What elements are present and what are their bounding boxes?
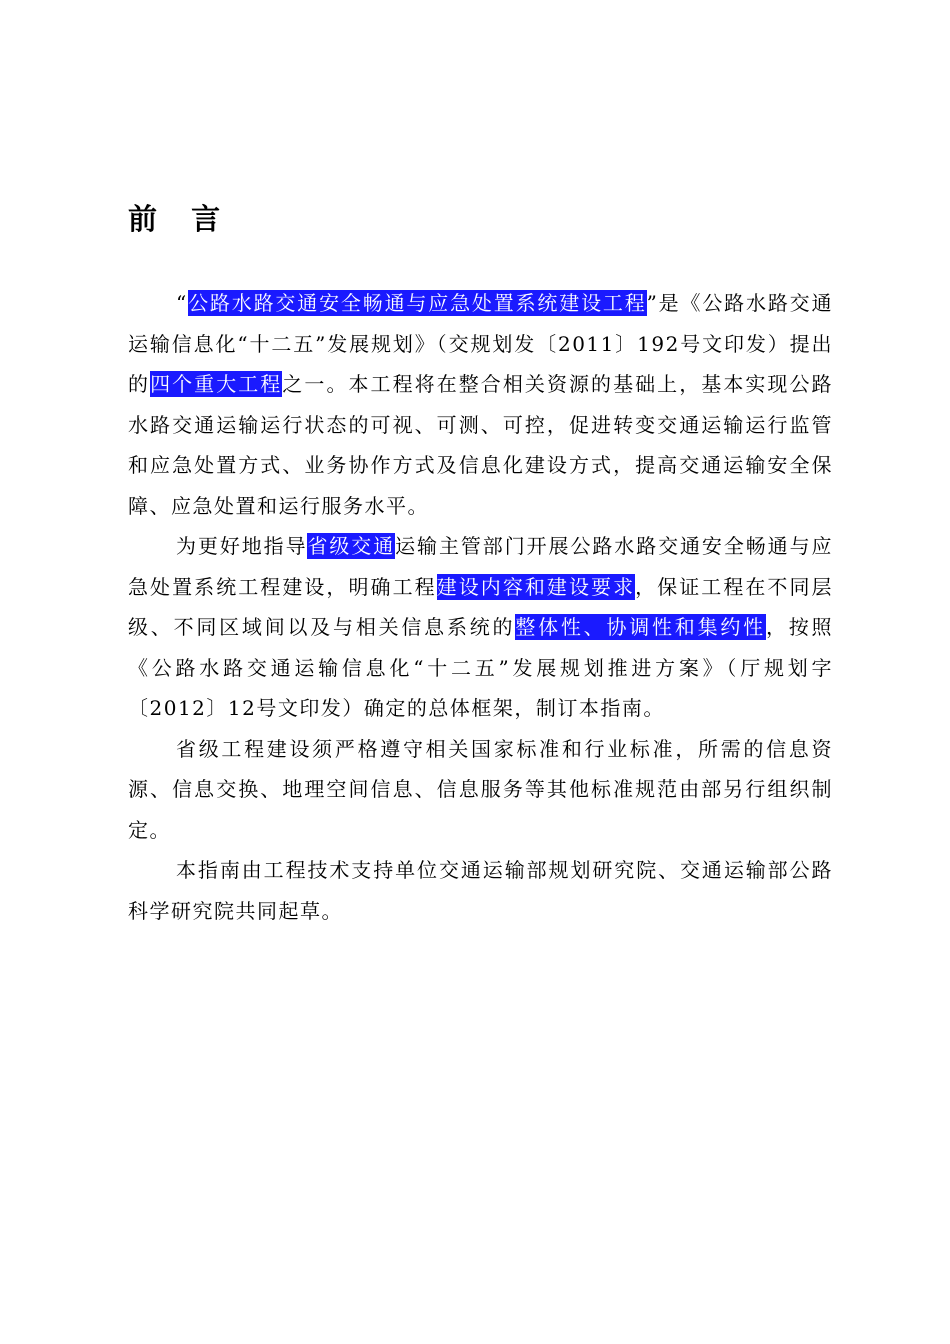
text-segment: ，按照《公路水路交通运输信息化“十二五”发展规划推进方案》（厅规划字〔2012〕12号文印发）确定的总体框架，制订本指南。 [128, 615, 834, 720]
text-segment: ”是《公路水路交通运输信息化“十二五”发展规划》（交规划发〔2011〕192号文印发）提出的 [128, 291, 833, 396]
text-segment: 为更好地指导 [176, 534, 308, 558]
document-body [128, 283, 833, 931]
text-segment: 本指南由工程技术支持单位交通运输部规划研究院、交通运输部公路科学研究院共同起草。 [128, 858, 833, 923]
paragraph-2 [128, 526, 833, 729]
text-segment: 省级工程建设须严格遵守相关国家标准和行业标准，所需的信息资源、信息交换、地理空间信息、信息服务等其他标准规范由部另行组织制定。 [128, 736, 833, 842]
paragraph-3 [128, 729, 833, 851]
highlighted-text: 省级交通 [307, 534, 396, 558]
paragraph-1 [128, 283, 833, 526]
highlighted-text: 整体性、协调性和集约性 [515, 615, 766, 639]
text-segment: ，保证工程在不同层级、不同区域间以及与相关信息系统的 [128, 574, 834, 639]
text-segment: 之一。本工程将在整合相关资源的基础上，基本实现公路水路交通运输运行状态的可视、可测、可控，促进转变交通运输运行监管和应急处置方式、业务协作方式及信息化建设方式，提高交通运输安全保障、应急处置和运行服务水平。 [128, 372, 834, 518]
highlighted-text: 四个重大工程 [150, 372, 283, 396]
paragraph-4 [128, 850, 833, 931]
text-segment: 运输主管部门开展公路水路交通安全畅通与应急处置系统工程建设，明确工程 [128, 534, 834, 599]
highlighted-text: 公路水路交通安全畅通与应急处置系统建设工程 [187, 291, 647, 315]
text-segment: “ [176, 291, 188, 315]
highlighted-text: 建设内容和建设要求 [436, 574, 636, 599]
page-title: 前 言 [128, 202, 233, 237]
